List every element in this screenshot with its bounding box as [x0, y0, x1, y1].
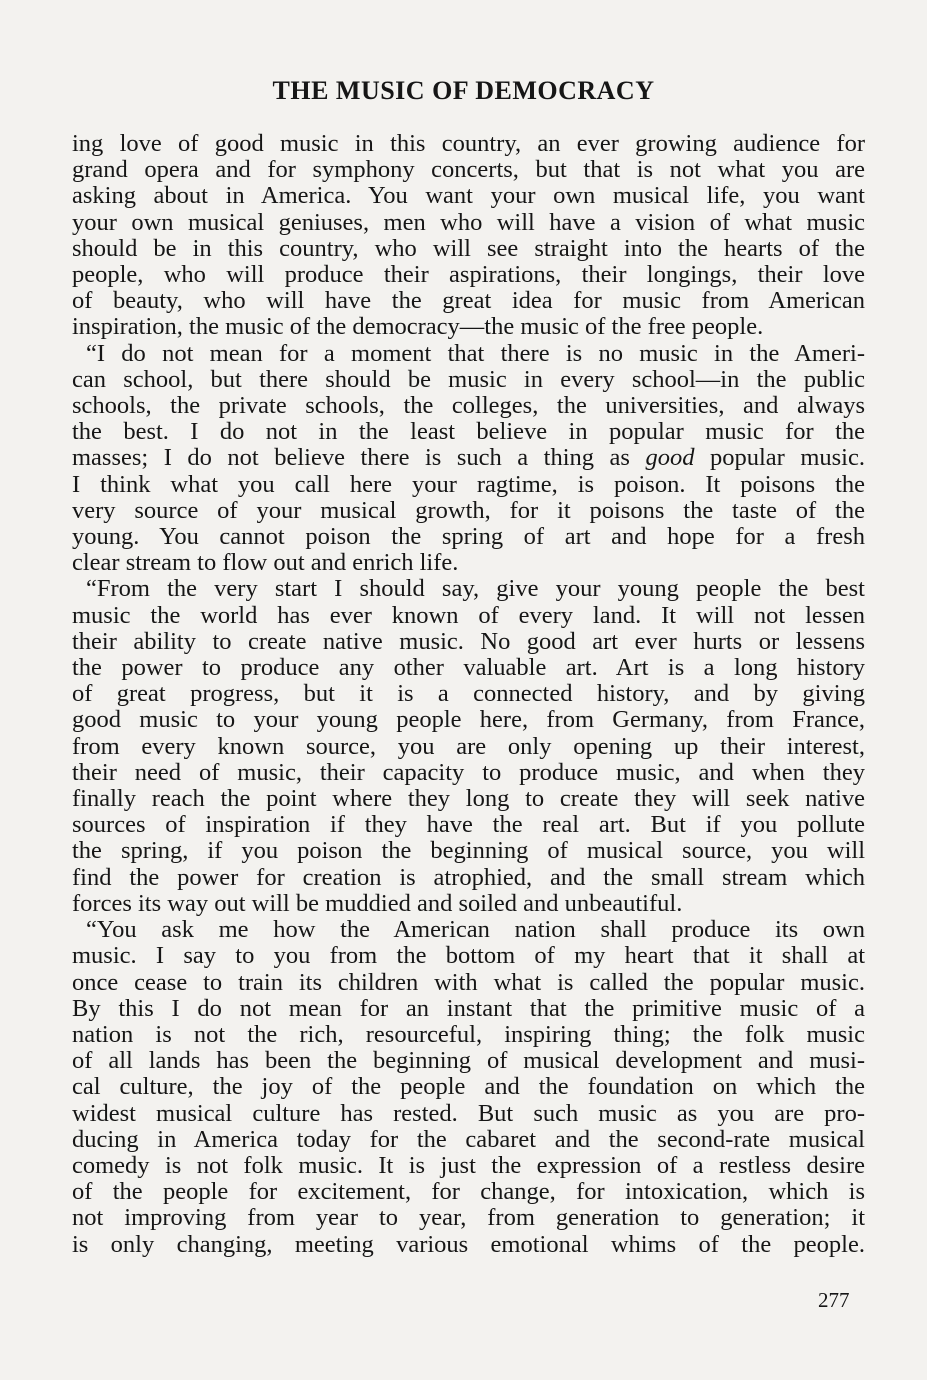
text-line: I think what you call here your ragtime, is poison. It poisons the: [72, 470, 865, 498]
text-line: inspiration, the music of the democracy—the music of the free people.: [72, 313, 764, 341]
text-line: find the power for creation is atrophied, and the small stream which: [72, 863, 865, 891]
text-line: their need of music, their capacity to produce music, and when they: [72, 758, 865, 786]
text-line: should be in this country, who will see straight into the hearts of the: [72, 234, 865, 262]
text-line: young. You cannot poison the spring of art and hope for a fresh: [72, 523, 865, 551]
text-line: ing love of good music in this country, an ever growing audience for: [72, 130, 865, 157]
text-line: their ability to create native music. No good art ever hurts or lessens: [72, 627, 865, 655]
text-line: people, who will produce their aspirations, their longings, their love: [72, 261, 865, 289]
text-line: masses; I do not believe there is such a thing as good popular music.: [72, 444, 865, 472]
text-line: of great progress, but it is a connected history, and by giving: [72, 680, 865, 708]
text-line: your own musical geniuses, men who will have a vision of what music: [72, 208, 865, 236]
text-line: is only changing, meeting various emotional whims of the people.: [72, 1230, 865, 1258]
text-line: “You ask me how the American nation shall produce its own: [86, 916, 865, 944]
text-line: the power to produce any other valuable art. Art is a long history: [72, 654, 865, 682]
text-line: the spring, if you poison the beginning of musical source, you will: [72, 837, 865, 865]
text-line: forces its way out will be muddied and soiled and unbeautiful.: [72, 889, 683, 917]
text-line: of beauty, who will have the great idea for music from American: [72, 287, 865, 315]
text-line: schools, the private schools, the colleges, the universities, and always: [72, 392, 865, 420]
text-line: very source of your musical growth, for it poisons the taste of the: [72, 496, 865, 524]
running-head: THE MUSIC OF DEMOCRACY: [272, 76, 655, 105]
text-line: can school, but there should be music in every school—in the public: [72, 365, 865, 393]
text-line: of all lands has been the beginning of musical development and musi-: [72, 1047, 865, 1075]
text-line: asking about in America. You want your own musical life, you want: [72, 182, 865, 210]
text-line: of the people for excitement, for change, for intoxication, which is: [72, 1178, 865, 1206]
text-line: from every known source, you are only opening up their interest,: [72, 732, 865, 760]
text-line: clear stream to flow out and enrich life.: [72, 549, 459, 577]
text-line: nation is not the rich, resourceful, inspiring thing; the folk music: [72, 1020, 865, 1048]
text-line: music. I say to you from the bottom of my heart that it shall at: [72, 942, 865, 970]
text-line: widest musical culture has rested. But such music as you are pro-: [72, 1099, 865, 1127]
text-line: grand opera and for symphony concerts, but that is not what you are: [72, 156, 865, 184]
text-line: cal culture, the joy of the people and the foundation on which the: [72, 1073, 865, 1101]
text-line: good music to your young people here, from Germany, from France,: [72, 706, 865, 734]
text-line: music the world has ever known of every land. It will not lessen: [72, 601, 865, 629]
text-line: not improving from year to year, from generation to generation; it: [72, 1204, 865, 1232]
text-line: the best. I do not in the least believe in popular music for the: [72, 418, 865, 446]
emphasis: good: [645, 444, 695, 472]
text-line: “From the very start I should say, give your young people the best: [86, 575, 865, 603]
text-line: comedy is not folk music. It is just the expression of a restless desire: [72, 1151, 865, 1179]
body-text: [72, 131, 865, 1258]
text-line: once cease to train its children with what is called the popular music.: [72, 968, 865, 996]
text-line: sources of inspiration if they have the real art. But if you pollute: [72, 811, 865, 839]
text-line: By this I do not mean for an instant that the primitive music of a: [72, 994, 865, 1022]
text-line: “I do not mean for a moment that there is no music in the Ameri-: [86, 339, 865, 367]
page-number: 277: [818, 1288, 850, 1312]
text-line: ducing in America today for the cabaret and the second-rate musical: [72, 1125, 865, 1153]
text-line: finally reach the point where they long to create they will seek native: [72, 785, 865, 813]
